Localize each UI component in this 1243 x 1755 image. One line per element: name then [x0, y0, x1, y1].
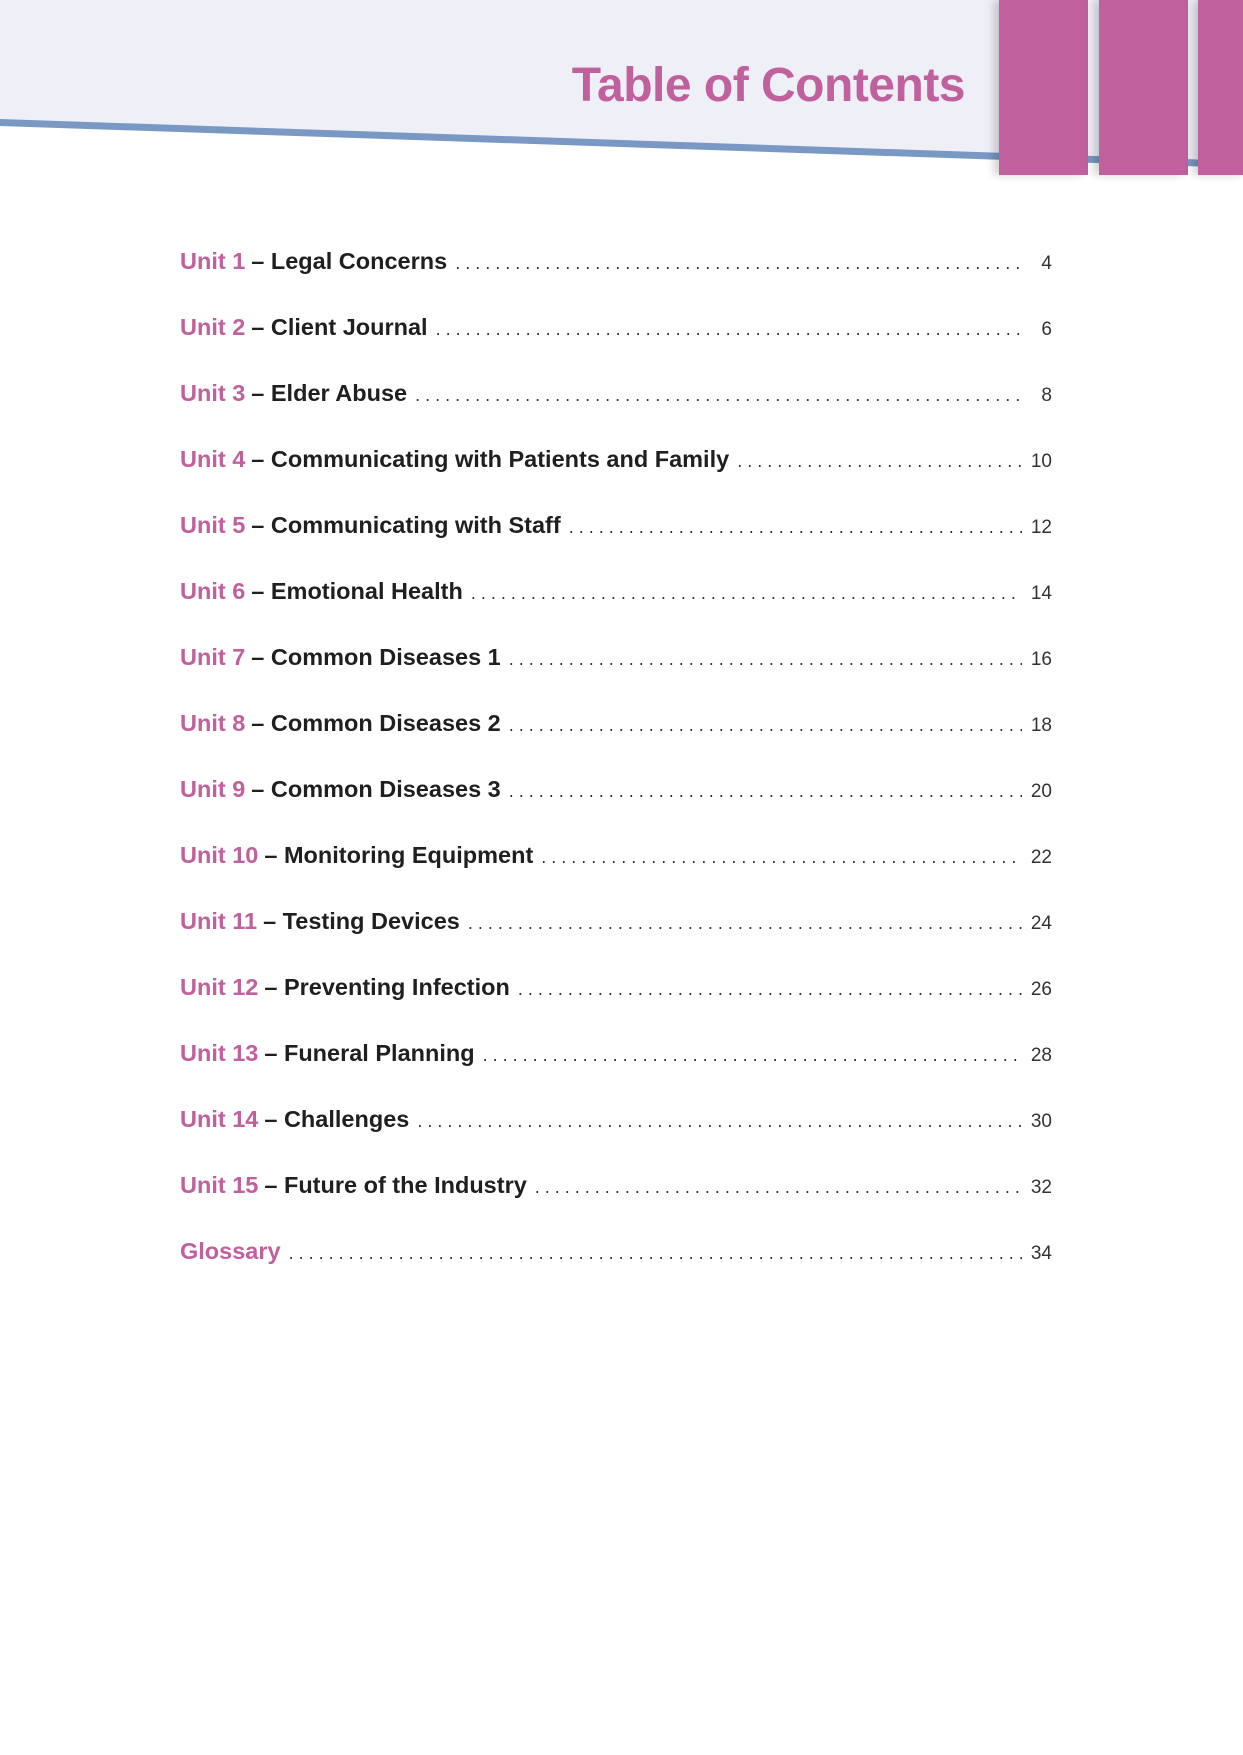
- dot-leader: [417, 1111, 1022, 1132]
- toc-entry-page-number: 32: [1030, 1177, 1052, 1198]
- toc-entry-title: – Communicating with Patients and Family: [251, 446, 730, 472]
- dot-leader: [415, 385, 1022, 406]
- toc-entry-page-number: 14: [1030, 583, 1052, 604]
- toc-entry-label: Unit 5: [180, 512, 246, 538]
- toc-entry[interactable]: [180, 512, 1052, 578]
- toc-entry-title: – Challenges: [264, 1106, 410, 1132]
- toc-entry-label: Unit 11: [180, 908, 258, 934]
- dot-leader: [509, 781, 1022, 802]
- toc-entry-page-number: 34: [1030, 1243, 1052, 1264]
- toc-entry-label: Glossary: [180, 1238, 281, 1264]
- dot-leader: [483, 1045, 1022, 1066]
- dot-leader: [436, 319, 1022, 340]
- decorative-tab: [1198, 0, 1243, 175]
- toc-entry-page-number: 16: [1030, 649, 1052, 670]
- toc-entry-title: – Monitoring Equipment: [264, 842, 534, 868]
- toc-entry-label: Unit 1: [180, 248, 246, 274]
- toc-entry[interactable]: [180, 710, 1052, 776]
- toc-entry-label: Unit 3: [180, 380, 246, 406]
- toc-entry-page-number: 30: [1030, 1111, 1052, 1132]
- toc-entry-label: Unit 7: [180, 644, 246, 670]
- dot-leader: [289, 1243, 1022, 1264]
- toc-entry-label: Unit 10: [180, 842, 259, 868]
- toc-entry[interactable]: [180, 1106, 1052, 1172]
- toc-entry-label: Unit 14: [180, 1106, 259, 1132]
- decorative-tab: [1099, 0, 1188, 175]
- dot-leader: [509, 649, 1022, 670]
- dot-leader: [518, 979, 1022, 1000]
- toc-entry[interactable]: [180, 446, 1052, 512]
- toc-entry[interactable]: [180, 248, 1052, 314]
- toc-entry-page-number: 4: [1041, 253, 1052, 274]
- toc-entry-label: Unit 2: [180, 314, 246, 340]
- toc-entry-page-number: 12: [1030, 517, 1052, 538]
- toc-entry-label: Unit 15: [180, 1172, 259, 1198]
- toc-entry-page-number: 22: [1030, 847, 1052, 868]
- toc-entry-page-number: 6: [1041, 319, 1052, 340]
- toc-entry-title: – Emotional Health: [251, 578, 463, 604]
- toc-entry-title: – Testing Devices: [263, 908, 460, 934]
- decorative-tab: [999, 0, 1088, 175]
- toc-entry-label: Unit 8: [180, 710, 246, 736]
- toc-entry-page-number: 26: [1030, 979, 1052, 1000]
- dot-leader: [468, 913, 1022, 934]
- toc-entry-page-number: 28: [1030, 1045, 1052, 1066]
- toc-entry-label: Unit 9: [180, 776, 246, 802]
- toc-entry-label: Unit 12: [180, 974, 259, 1000]
- toc-entry-title: – Communicating with Staff: [251, 512, 561, 538]
- toc-entry[interactable]: [180, 578, 1052, 644]
- toc-entry[interactable]: [180, 644, 1052, 710]
- toc-entry[interactable]: [180, 842, 1052, 908]
- dot-leader: [455, 253, 1022, 274]
- toc-entry-label: Unit 13: [180, 1040, 259, 1066]
- toc-entry-page-number: 10: [1030, 451, 1052, 472]
- dot-leader: [509, 715, 1022, 736]
- dot-leader: [471, 583, 1022, 604]
- toc-entry[interactable]: [180, 1040, 1052, 1106]
- dot-leader: [541, 847, 1022, 868]
- toc-entry[interactable]: [180, 776, 1052, 842]
- toc-entry[interactable]: [180, 1172, 1052, 1238]
- toc-entry-title: – Funeral Planning: [264, 1040, 475, 1066]
- toc-entry[interactable]: [180, 380, 1052, 446]
- toc-entry-title: – Future of the Industry: [264, 1172, 527, 1198]
- toc-entry[interactable]: [180, 908, 1052, 974]
- toc-entry-title: – Legal Concerns: [251, 248, 448, 274]
- toc-entry-label: Unit 6: [180, 578, 246, 604]
- dot-leader: [569, 517, 1022, 538]
- table-of-contents: [180, 248, 1052, 1304]
- toc-entry-title: – Preventing Infection: [264, 974, 510, 1000]
- toc-entry-title: – Elder Abuse: [251, 380, 408, 406]
- toc-entry-title: – Common Diseases 3: [251, 776, 501, 802]
- toc-entry[interactable]: [180, 1238, 1052, 1304]
- toc-entry-title: – Common Diseases 2: [251, 710, 501, 736]
- toc-entry-page-number: 18: [1030, 715, 1052, 736]
- toc-entry-page-number: 20: [1030, 781, 1052, 802]
- toc-entry-page-number: 24: [1030, 913, 1052, 934]
- toc-entry-page-number: 8: [1041, 385, 1052, 406]
- toc-entry-title: – Common Diseases 1: [251, 644, 501, 670]
- dot-leader: [737, 451, 1022, 472]
- toc-entry[interactable]: [180, 314, 1052, 380]
- toc-entry[interactable]: [180, 974, 1052, 1040]
- dot-leader: [535, 1177, 1022, 1198]
- toc-entry-title: – Client Journal: [251, 314, 428, 340]
- toc-entry-label: Unit 4: [180, 446, 246, 472]
- page-title: Table of Contents: [571, 59, 965, 112]
